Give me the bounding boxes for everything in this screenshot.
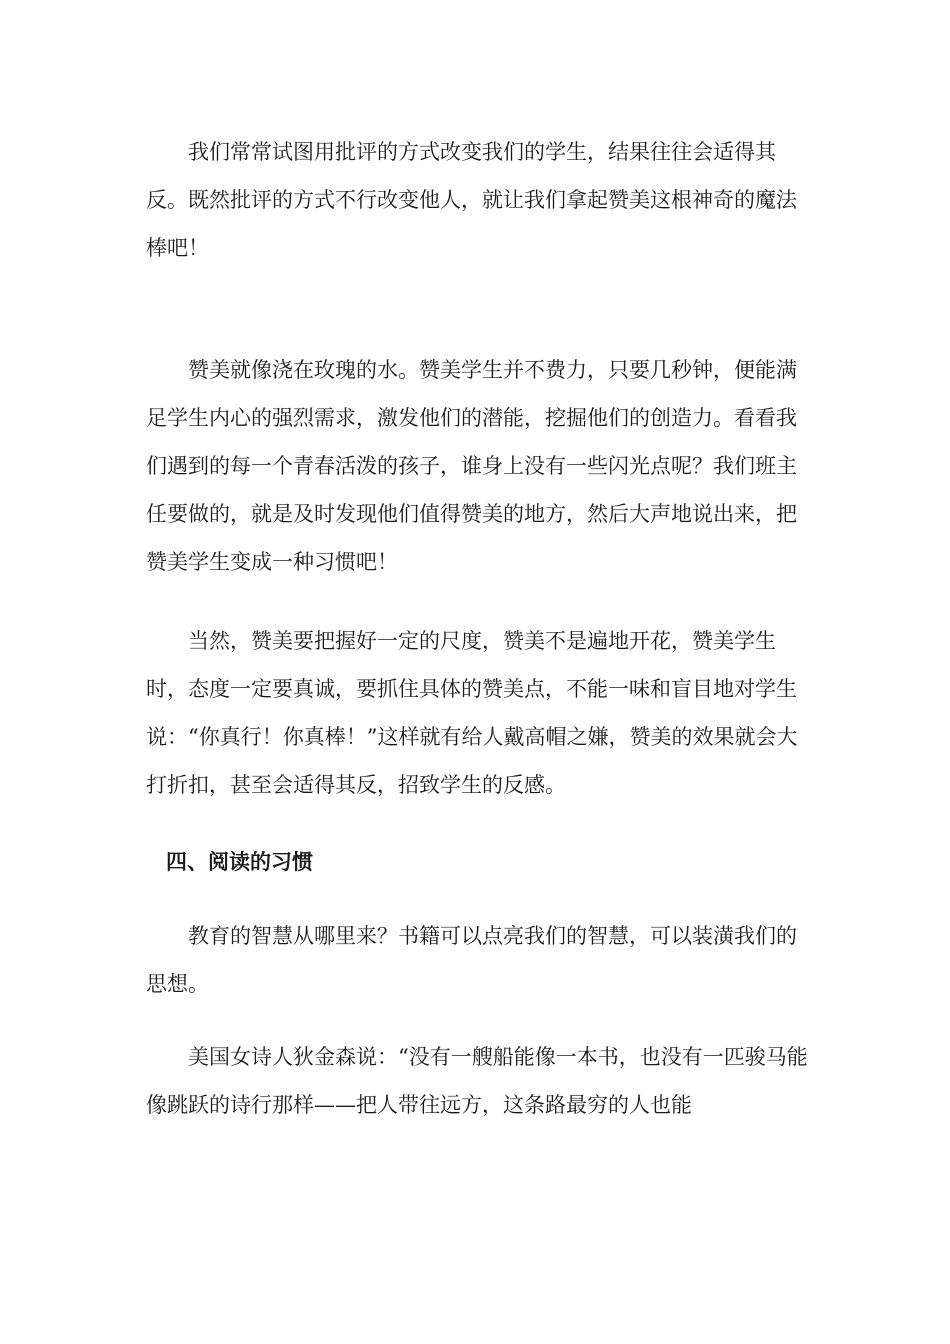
paragraph-praise-water: 赞美就像浇在玫瑰的水。赞美学生并不费力，只要几秒钟，便能满足学生内心的强烈需求，激发他们的潜能，挖掘他们的创造力。看看我们遇到的每一个青春活泼的孩子，谁身上没有一些闪光点呢？我们班主任要做的，就是及时发现他们值得赞美的地方，然后大声地说出来，把赞美学生变成一种习惯吧！: [146, 358, 797, 574]
paragraph-criticism: 我们常常试图用批评的方式改变我们的学生，结果往往会适得其反。既然批评的方式不行改变他人，就让我们拿起赞美这根神奇的魔法棒吧！: [146, 140, 797, 260]
paragraph-education-wisdom: 教育的智慧从哪里来？书籍可以点亮我们的智慧，可以装潢我们的思想。: [146, 924, 797, 996]
paragraph-praise-measure: 当然，赞美要把握好一定的尺度，赞美不是遍地开花，赞美学生时，态度一定要真诚，要抓住具体的赞美点，不能一味和盲目地对学生说：“你真行！你真棒！”这样就有给人戴高帽之嫌，赞美的效果就会大打折扣，甚至会适得其反，招致学生的反感。: [146, 629, 798, 797]
paragraph-dickinson-quote: 美国女诗人狄金森说：“没有一艘船能像一本书，也没有一匹骏马能像跳跃的诗行那样——把人带往远方，这条路最穷的人也能: [146, 1045, 808, 1117]
section-heading-reading: 四、阅读的习惯: [166, 850, 313, 874]
